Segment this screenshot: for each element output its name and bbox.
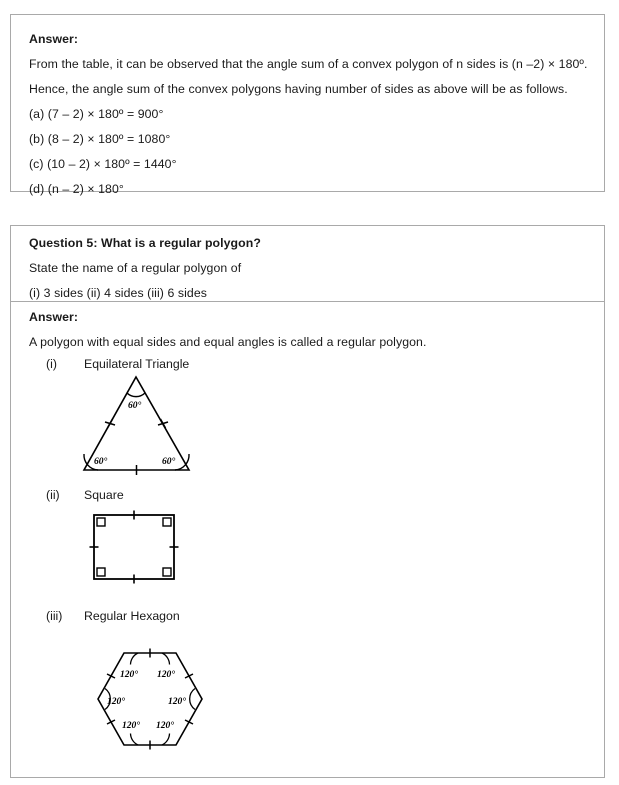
polygon-item-name-1: Equilateral Triangle <box>84 357 190 371</box>
hexagon-angle-label-bottom-right: 120° <box>156 721 175 731</box>
answer-line-b: (b) (8 – 2) × 180º = 1080° <box>29 132 171 146</box>
hexagon-angle-label-left: 120° <box>107 697 126 707</box>
answer-line-hence: Hence, the angle sum of the convex polygons having number of sides as above will be as follows. <box>29 82 568 96</box>
answer-line-d: (d) (n – 2) × 180° <box>29 182 124 196</box>
answer-5-heading: Answer: <box>29 310 79 324</box>
equilateral-triangle-figure <box>69 372 199 477</box>
polygon-item-numeral-3: (iii) <box>46 609 63 623</box>
polygon-item-numeral-1: (i) <box>46 357 57 371</box>
hexagon-angle-label-top-right: 120° <box>157 670 176 680</box>
question-block-5 <box>10 225 605 778</box>
answer-5-definition: A polygon with equal sides and equal angles is called a regular polygon. <box>29 335 427 349</box>
triangle-angle-label-apex: 60° <box>128 401 142 411</box>
question-5-prompt: State the name of a regular polygon of <box>29 261 242 275</box>
question-5-options: (i) 3 sides (ii) 4 sides (iii) 6 sides <box>29 286 207 300</box>
answer-block-question-4 <box>10 14 605 196</box>
answer-heading: Answer: <box>29 32 79 46</box>
question-5-title: Question 5: What is a regular polygon? <box>29 236 261 250</box>
triangle-angle-label-right: 60° <box>162 457 176 467</box>
answer-line-c: (c) (10 – 2) × 180º = 1440° <box>29 157 177 171</box>
hexagon-angle-label-right: 120° <box>168 697 187 707</box>
polygon-item-name-3: Regular Hexagon <box>84 609 180 623</box>
polygon-item-name-2: Square <box>84 488 124 502</box>
answer-line-a: (a) (7 – 2) × 180º = 900° <box>29 107 164 121</box>
answer-line-observation: From the table, it can be observed that the angle sum of a convex polygon of n sides is (n –2) × 180º. <box>29 57 588 71</box>
hexagon-angle-label-top-left: 120° <box>120 670 139 680</box>
hexagon-angle-label-bottom-left: 120° <box>122 721 141 731</box>
question-answer-divider <box>11 301 604 302</box>
triangle-angle-label-left: 60° <box>94 457 108 467</box>
regular-hexagon-figure <box>93 644 218 759</box>
polygon-item-numeral-2: (ii) <box>46 488 60 502</box>
square-figure <box>89 508 189 588</box>
